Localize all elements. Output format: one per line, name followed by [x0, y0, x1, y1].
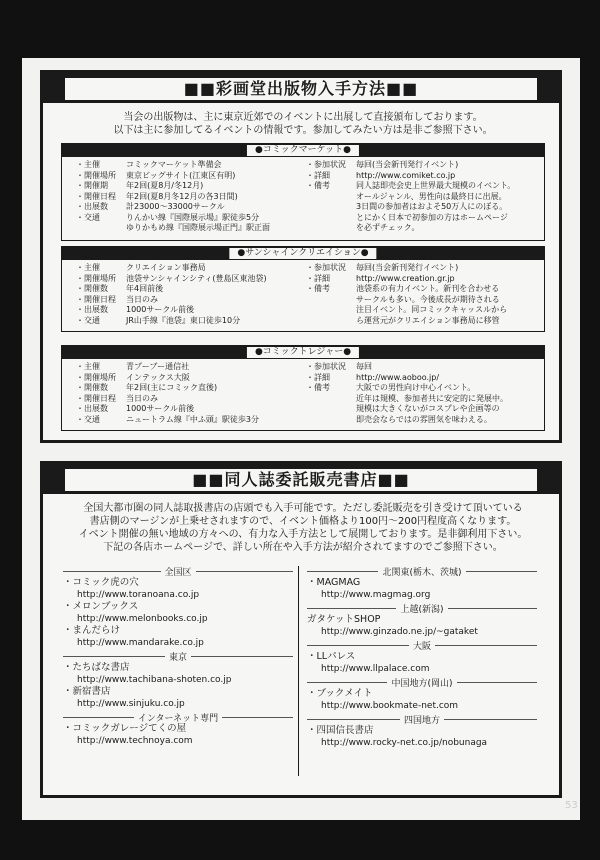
store-name: ・たちばな書店: [63, 662, 130, 673]
store-url: http://www.rocky-net.co.jp/nobunaga: [321, 738, 488, 748]
detail-key: ・開催数: [76, 284, 108, 293]
detail-key: ・参加状況: [306, 160, 346, 169]
detail-row: [76, 383, 296, 394]
event-box-sunshine-creation: [61, 246, 545, 332]
store-name: ・メロンブックス: [63, 601, 139, 612]
detail-value: 大阪での男性向け中心イベント。: [356, 383, 476, 392]
detail-key: ・詳細: [306, 372, 330, 382]
detail-value: 池袋系の有力イベント。新刊を合わせる: [356, 284, 500, 293]
detail-value: 当日のみ: [126, 294, 158, 304]
detail-key: ・開催場所: [76, 372, 116, 382]
detail-row: [76, 404, 296, 415]
detail-value: 池袋サンシャインシティ(豊島区東池袋): [126, 273, 267, 283]
detail-value: 同人誌即売会史上世界最大規模のイベント。: [356, 181, 516, 190]
detail-value: 年2回(夏8月冬12月の各3日間): [126, 191, 238, 201]
region-label: 四国地方: [404, 715, 441, 726]
detail-note: 近年は規模、参加者共に安定的に発展中。: [356, 393, 508, 403]
detail-row: [76, 305, 296, 316]
detail-note: 即売会ならではの雰囲気を味わえる。: [356, 414, 492, 424]
detail-row: [76, 263, 296, 274]
region-label: 東京: [169, 652, 188, 663]
detail-row: [76, 415, 296, 426]
detail-value: ニュートラム線『中ふ頭』駅徒歩3分: [126, 414, 260, 424]
region-heading: [307, 565, 537, 577]
detail-row: [306, 263, 542, 274]
detail-value: 毎回: [356, 362, 372, 371]
detail-row: [76, 171, 296, 182]
detail-row: [306, 383, 542, 394]
section-publication-info: [40, 70, 562, 443]
detail-value: 計23000〜33000サークル: [126, 202, 225, 211]
store-name: ・まんだらけ: [63, 625, 121, 636]
region-label: 上越(新潟): [400, 604, 444, 615]
region-heading: [63, 711, 293, 723]
store-url: http://www.bookmate-net.com: [321, 701, 459, 711]
store-url: http://www.sinjuku.co.jp: [77, 699, 185, 709]
detail-value: 年2回(夏8月/冬12月): [126, 181, 204, 190]
detail-key: ・交通: [76, 315, 100, 325]
detail-note: サークルも多い。今後成長が期待される: [356, 294, 500, 304]
detail-value: インテックス大阪: [126, 372, 190, 382]
region-label: 大阪: [413, 641, 432, 652]
detail-value: クリエイション事務局: [126, 263, 206, 272]
detail-note: を必ずチェック。: [356, 223, 420, 232]
section-intro: [93, 111, 513, 137]
store-url: http://www.technoya.com: [77, 736, 193, 746]
store-name: ・新宿書店: [63, 686, 111, 697]
detail-value: http://www.creation.gr.jp: [356, 273, 455, 283]
detail-key: ・開催日程: [76, 393, 116, 403]
detail-key: ・詳細: [306, 170, 330, 180]
detail-key: ・開催期: [76, 181, 108, 190]
detail-note: 規模は大きくないがコスプレや企画等の: [356, 404, 500, 413]
detail-row: [76, 394, 296, 405]
store-column-right: [307, 564, 537, 749]
event-details-left: [76, 160, 296, 234]
detail-key: ・開催場所: [76, 273, 116, 283]
detail-row: [76, 160, 296, 171]
detail-key: ・交通: [76, 414, 100, 424]
detail-row: [76, 274, 296, 285]
detail-row: [306, 274, 542, 285]
section-header-bar: [43, 464, 559, 494]
detail-key: ・参加状況: [306, 362, 346, 371]
column-divider: [298, 566, 299, 776]
detail-row: [306, 171, 542, 182]
detail-key: ・開催数: [76, 383, 108, 392]
region-label: インターネット専門: [137, 713, 219, 724]
event-title-bar: [62, 247, 544, 260]
store-column-left: [63, 564, 293, 747]
section-intro: [63, 502, 543, 554]
section-heading: ■■彩画堂出版物入手方法■■: [65, 78, 537, 100]
store-url: http://www.tachibana-shoten.co.jp: [77, 675, 232, 685]
detail-value: 年4回前後: [126, 284, 164, 293]
detail-key: ・備考: [306, 383, 330, 392]
detail-row: [306, 373, 542, 384]
event-title: ●コミックトレジャー●: [247, 347, 359, 358]
detail-key: ・出展数: [76, 305, 108, 314]
detail-row: [76, 316, 296, 327]
event-details-left: [76, 263, 296, 326]
region-heading: [307, 639, 537, 651]
detail-row: [306, 160, 542, 171]
event-box-comiket: [61, 143, 545, 241]
detail-value: 毎回(当会新刊発行イベント): [356, 263, 459, 272]
detail-row: [76, 213, 296, 224]
detail-key: ・交通: [76, 212, 100, 222]
detail-row: [76, 181, 296, 192]
event-box-comic-treasure: [61, 345, 545, 431]
region-heading: [63, 565, 293, 577]
detail-key: ・開催場所: [76, 170, 116, 180]
detail-note: オールジャンル、男性向は最終日に出展。: [356, 191, 507, 201]
detail-note: とにかく日本で初参加の方はホームページ: [356, 212, 508, 222]
section-consignment-stores: [40, 461, 562, 798]
intro-line: 以下は主に参加してるイベントの情報です。参加してみたい方は是非ご参照下さい。: [113, 125, 493, 136]
detail-note: 3日間の参加者はおよそ50万人にのぼる。: [356, 202, 508, 211]
event-title: ●コミックマーケット●: [247, 145, 359, 156]
detail-value: ゆりかもめ線『国際展示場正門』駅正面: [126, 223, 270, 232]
intro-line: 下記の各店ホームページで、詳しい所在や入手方法が紹介されてますのでご参照下さい。: [103, 542, 503, 553]
event-details-right: [306, 362, 542, 425]
detail-key: [76, 223, 126, 234]
region-heading: [63, 650, 293, 662]
section-header-bar: [43, 73, 559, 103]
detail-note: ら運営元がクリエイション事務局に移管: [356, 315, 500, 325]
store-name: ・コミックガレージてくの屋: [63, 723, 187, 734]
detail-value: 青プーブー通信社: [126, 362, 190, 371]
detail-value: 東京ビッグサイト(江東区有明): [126, 170, 236, 180]
store-url: http://www.ginzado.ne.jp/~gataket: [321, 627, 478, 637]
store-url: http://www.toranoana.co.jp: [77, 590, 200, 600]
detail-value: 年2回(主にコミック直後): [126, 383, 218, 392]
event-title-bar: [62, 144, 544, 157]
region-label: 中国地方(岡山): [391, 678, 453, 689]
event-details-right: [306, 263, 542, 326]
store-name: ・コミック虎の穴: [63, 577, 139, 588]
detail-row: [306, 362, 542, 373]
detail-note: 注目イベント。同コミックキャッスルから: [356, 305, 508, 314]
store-list: [57, 564, 547, 789]
detail-value: http://www.comiket.co.jp: [356, 170, 456, 180]
detail-row: [76, 284, 296, 295]
detail-key: ・参加状況: [306, 263, 346, 272]
region-label: 北関東(栃木、茨城): [382, 567, 462, 578]
section-heading: ■■同人誌委託販売書店■■: [65, 469, 537, 491]
detail-value: 毎回(当会新刊発行イベント): [356, 160, 459, 169]
page-number: 53: [565, 800, 578, 811]
detail-key: ・詳細: [306, 273, 330, 283]
intro-line: 全国大都市圏の同人誌取扱書店の店頭でも入手可能です。ただし委託販売を引き受けて頂いている: [83, 503, 523, 514]
detail-value: JR山手線『池袋』東口徒歩10分: [126, 315, 241, 325]
store-url: http://www.llpalace.com: [321, 664, 430, 674]
detail-key: ・開催日程: [76, 191, 116, 201]
region-heading: [307, 602, 537, 614]
detail-value: 1000サークル前後: [126, 404, 195, 413]
detail-key: ・開催日程: [76, 294, 116, 304]
detail-key: ・備考: [306, 181, 330, 190]
detail-value: 当日のみ: [126, 393, 158, 403]
detail-row: [76, 202, 296, 213]
region-label: 全国区: [164, 567, 192, 578]
detail-key: ・主催: [76, 160, 100, 169]
intro-line: イベント開催の無い地域の方々への、有力な入手方法として展開しております。是非御利用下さい。: [78, 529, 528, 540]
store-url: http://www.magmag.org: [321, 590, 431, 600]
event-details-left: [76, 362, 296, 425]
intro-line: 書店側のマージンが上乗せされますので、イベント価格より100円〜200円程度高くなります。: [89, 516, 517, 527]
detail-key: ・主催: [76, 362, 100, 371]
event-details-right: [306, 160, 542, 234]
detail-key: ・備考: [306, 284, 330, 293]
store-name: ガタケットSHOP: [307, 614, 381, 625]
detail-key: ・出展数: [76, 404, 108, 413]
region-heading: [307, 713, 537, 725]
detail-value: りんかい線『国際展示場』駅徒歩5分: [126, 212, 260, 222]
region-heading: [307, 676, 537, 688]
intro-line: 当会の出版物は、主に東京近郊でのイベントに出展して直接頒布しております。: [123, 112, 483, 123]
store-name: ・MAGMAG: [307, 577, 361, 588]
store-url: http://www.mandarake.co.jp: [77, 638, 204, 648]
store-name: ・四国信長書店: [307, 725, 374, 736]
detail-row: [306, 181, 542, 192]
event-title: ●サンシャインクリエイション●: [229, 248, 376, 259]
event-title-bar: [62, 346, 544, 359]
detail-row: [76, 373, 296, 384]
store-name: ・LLパレス: [307, 651, 356, 662]
detail-value: http://www.aoboo.jp/: [356, 372, 440, 382]
detail-value: 1000サークル前後: [126, 305, 195, 314]
detail-value: コミックマーケット準備会: [126, 160, 222, 169]
detail-row: [76, 223, 296, 234]
store-url: http://www.melonbooks.co.jp: [77, 614, 208, 624]
detail-key: ・主催: [76, 263, 100, 272]
store-name: ・ブックメイト: [307, 688, 373, 699]
detail-row: [76, 192, 296, 203]
detail-key: ・出展数: [76, 202, 108, 211]
detail-row: [76, 362, 296, 373]
detail-row: [76, 295, 296, 306]
detail-row: [306, 284, 542, 295]
